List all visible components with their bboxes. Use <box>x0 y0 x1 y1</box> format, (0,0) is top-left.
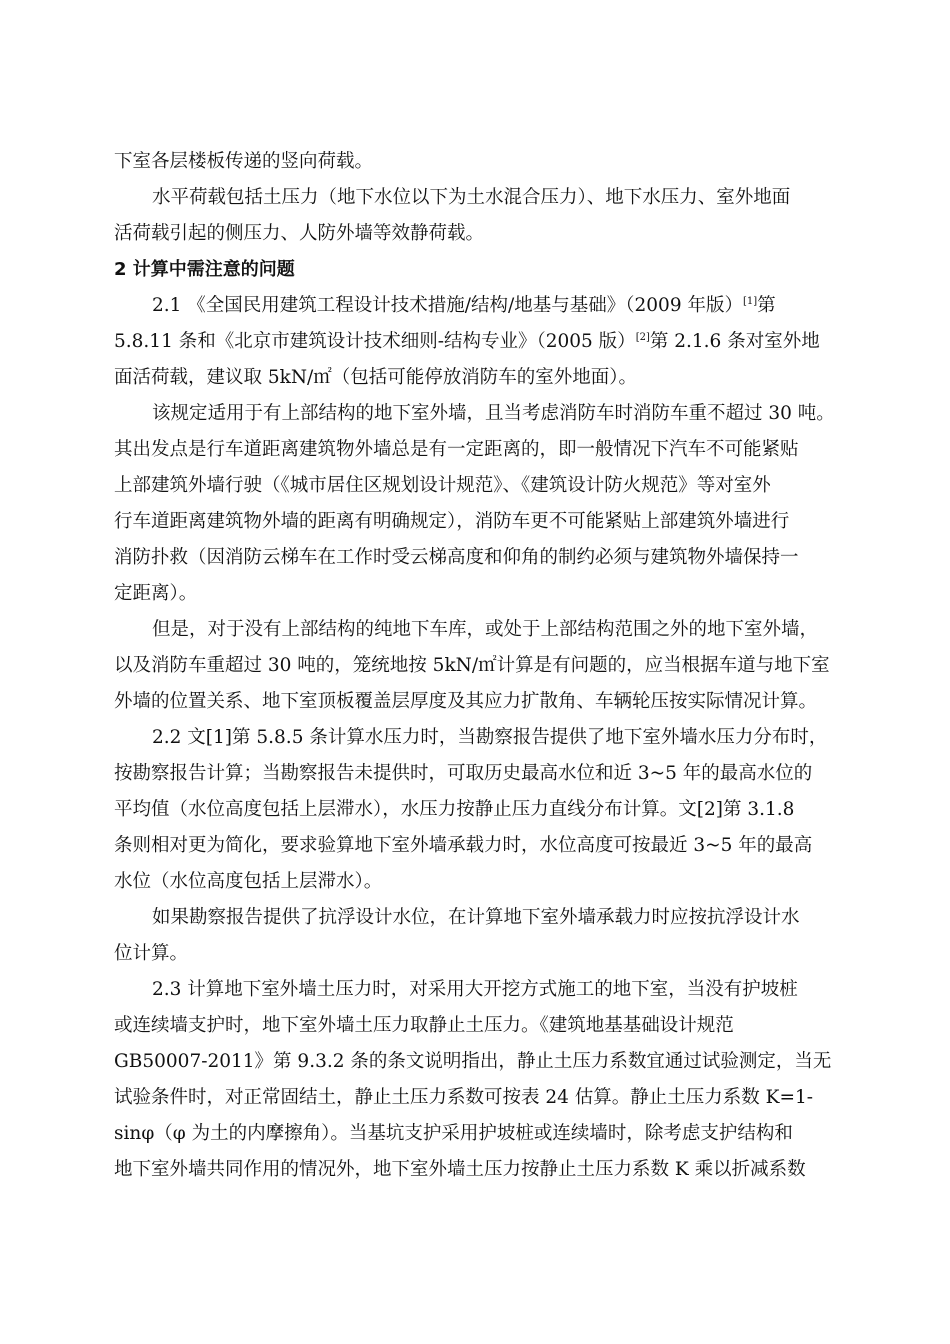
line-text: 第 <box>757 295 776 316</box>
paragraph-line: 面活荷载，建议取 5kN/㎡（包括可能停放消防车的室外地面）。 <box>114 367 638 388</box>
paragraph-line: 2.2 文[1]第 5.8.5 条计算水压力时，当勘察报告提供了地下室外墙水压力分布时， <box>152 727 828 748</box>
line-text: 2.1 《全国民用建筑工程设计技术措施/结构/地基与基础》（2009 年版） <box>152 295 743 316</box>
paragraph-line: 平均值（水位高度包括上层滞水），水压力按静止压力直线分布计算。文[2]第 3.1.8 <box>114 799 795 820</box>
section-heading: 2 计算中需注意的问题 <box>114 259 295 280</box>
paragraph-line: 以及消防车重超过 30 吨的，笼统地按 5kN/㎡计算是有问题的，应当根据车道与地下室 <box>114 655 830 676</box>
paragraph-line: 消防扑救（因消防云梯车在工作时受云梯高度和仰角的制约必须与建筑物外墙保持一 <box>114 547 799 568</box>
paragraph-line: 上部建筑外墙行驶（《城市居住区规划设计规范》、《建筑设计防火规范》等对室外 <box>114 475 771 496</box>
paragraph-line: 条则相对更为简化，要求验算地下室外墙承载力时，水位高度可按最近 3~5 年的最高 <box>114 835 813 856</box>
paragraph-line: 地下室外墙共同作用的情况外，地下室外墙土压力按静止土压力系数 K 乘以折减系数 <box>114 1159 806 1180</box>
paragraph-line <box>152 294 842 318</box>
citation-ref: [1] <box>742 295 758 307</box>
paragraph-line: 活荷载引起的侧压力、人防外墙等效静荷载。 <box>114 223 485 244</box>
paragraph-line: 或连续墙支护时，地下室外墙土压力取静止土压力。《建筑地基基础设计规范 <box>114 1015 734 1036</box>
paragraph-line: 水位（水位高度包括上层滞水）。 <box>114 871 383 892</box>
line-text: 第 2.1.6 条对室外地 <box>649 331 820 352</box>
citation-ref: [2] <box>635 331 650 343</box>
paragraph-line: 下室各层楼板传递的竖向荷载。 <box>114 151 374 172</box>
paragraph-line: 外墙的位置关系、地下室顶板覆盖层厚度及其应力扩散角、车辆轮压按实际情况计算。 <box>114 691 818 712</box>
paragraph-line: GB50007-2011》第 9.3.2 条的条文说明指出，静止土压力系数宜通过试验测定，当无 <box>114 1051 832 1072</box>
paragraph-line: 该规定适用于有上部结构的地下室外墙，且当考虑消防车时消防车重不超过 30 吨。 <box>152 403 835 424</box>
paragraph-line: 但是，对于没有上部结构的纯地下车库，或处于上部结构范围之外的地下室外墙， <box>152 619 819 640</box>
paragraph-line: sinφ（φ 为土的内摩擦角）。当基坑支护采用护坡桩或连续墙时，除考虑支护结构和 <box>114 1123 793 1144</box>
paragraph-line: 其出发点是行车道距离建筑物外墙总是有一定距离的，即一般情况下汽车不可能紧贴 <box>114 439 799 460</box>
paragraph-line: 如果勘察报告提供了抗浮设计水位，在计算地下室外墙承载力时应按抗浮设计水 <box>152 907 800 928</box>
line-text: 5.8.11 条和《北京市建筑设计技术细则-结构专业》（2005 版） <box>114 331 636 352</box>
paragraph-line: 2.3 计算地下室外墙土压力时，对采用大开挖方式施工的地下室，当没有护坡桩 <box>152 979 798 1000</box>
paragraph-line: 位计算。 <box>114 943 189 964</box>
paragraph-line: 试验条件时，对正常固结土，静止土压力系数可按表 24 估算。静止土压力系数 K=1- <box>114 1087 814 1108</box>
paragraph-line: 定距离）。 <box>114 583 198 604</box>
paragraph-line: 行车道距离建筑物外墙的距离有明确规定），消防车更不可能紧贴上部建筑外墙进行 <box>114 511 790 532</box>
paragraph-line: 水平荷载包括土压力（地下水位以下为土水混合压力）、地下水压力、室外地面 <box>152 187 791 208</box>
paragraph-line <box>114 330 844 354</box>
paragraph-line: 按勘察报告计算；当勘察报告未提供时，可取历史最高水位和近 3~5 年的最高水位的 <box>114 763 813 784</box>
